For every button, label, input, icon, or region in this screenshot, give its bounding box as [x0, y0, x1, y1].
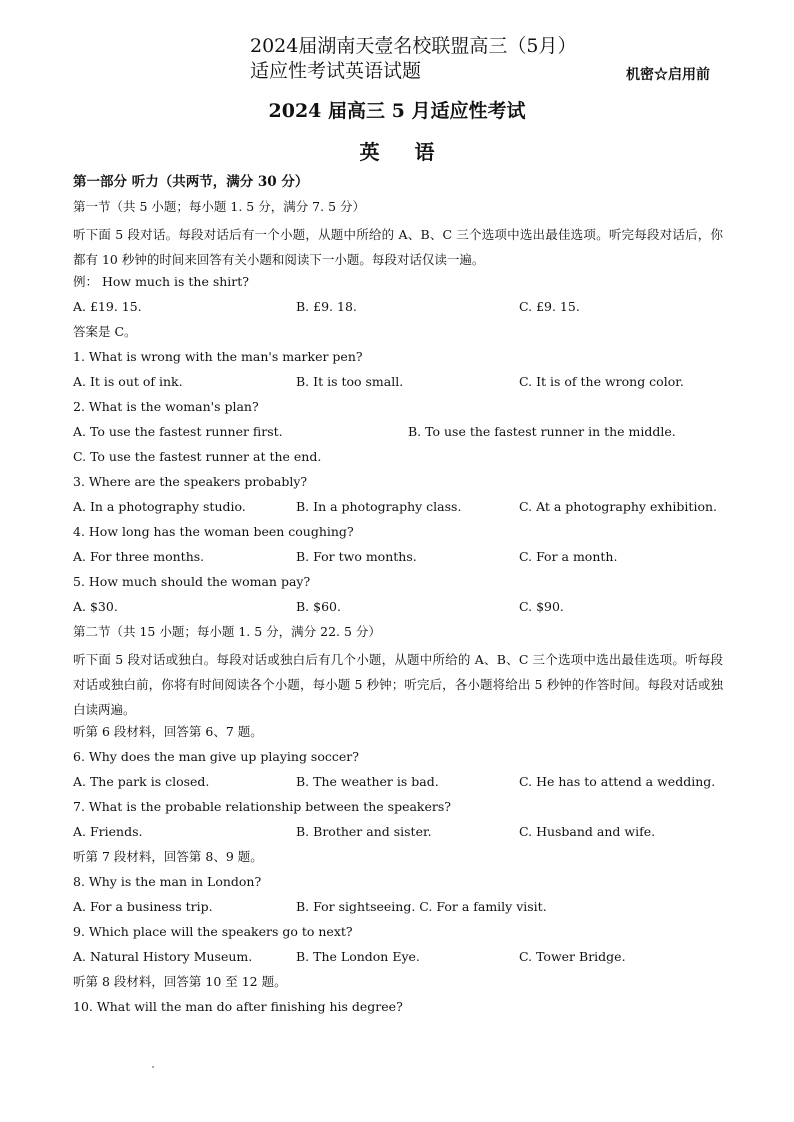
- option-a: A. To use the fastest runner first.: [73, 424, 283, 439]
- question-2-option-c: [73, 447, 723, 472]
- option-a: A. £19. 15.: [73, 299, 142, 314]
- question-4-options: [73, 547, 723, 572]
- question-5-options: [73, 597, 723, 622]
- subject-title: 英 语: [359, 140, 449, 164]
- question-6: 6. Why does the man give up playing soccer?: [73, 749, 359, 764]
- exam-title: 2024 届高三 5 月适应性考试: [268, 100, 526, 122]
- option-b: B. $60.: [296, 599, 341, 614]
- option-a: A. For a business trip.: [73, 899, 213, 914]
- option-b: B. It is too small.: [296, 374, 404, 389]
- example-answer: 答案是 C。: [73, 324, 137, 339]
- option-c: C. He has to attend a wedding.: [519, 774, 716, 789]
- material-6-heading: 听第 6 段材料，回答第 6、7 题。: [73, 724, 263, 739]
- option-a: A. For three months.: [73, 549, 205, 564]
- option-b: B. For two months.: [296, 549, 417, 564]
- section1-instructions: 听下面 5 段对话。每段对话后有一个小题，从题中所给的 A、B、C 三个选项中选出最佳选项。听完每段对话后，你都有 10 秒钟的时间来回答有关小题和阅读下一小题。每段对话仅读一遍。: [73, 227, 723, 267]
- question-7: 7. What is the probable relationship between the speakers?: [73, 799, 451, 814]
- scan-speck: [152, 1066, 154, 1068]
- option-a: A. Friends.: [73, 824, 143, 839]
- example-options: [73, 297, 723, 322]
- option-c: C. At a photography exhibition.: [519, 499, 718, 514]
- option-a: A. It is out of ink.: [73, 374, 183, 389]
- section1-heading: 第一节（共 5 小题；每小题 1. 5 分，满分 7. 5 分）: [73, 199, 365, 214]
- exam-content: [73, 172, 723, 1022]
- option-a: A. Natural History Museum.: [73, 949, 253, 964]
- question-3-options: [73, 497, 723, 522]
- option-c: C. Tower Bridge.: [519, 949, 626, 964]
- option-b: B. The London Eye.: [296, 949, 420, 964]
- question-5: 5. How much should the woman pay?: [73, 574, 311, 589]
- option-c: C. $90.: [519, 599, 564, 614]
- question-2-options-ab: [73, 422, 723, 447]
- confidential-label: 机密☆启用前: [626, 67, 710, 83]
- option-b: B. In a photography class.: [296, 499, 462, 514]
- option-b: B. To use the fastest runner in the middle.: [408, 424, 676, 439]
- option-b-c: B. For sightseeing. C. For a family visit.: [296, 899, 547, 914]
- option-a: A. The park is closed.: [73, 774, 210, 789]
- material-7-heading: 听第 7 段材料，回答第 8、9 题。: [73, 849, 263, 864]
- question-8-options: [73, 897, 723, 922]
- option-c: C. It is of the wrong color.: [519, 374, 684, 389]
- question-1-options: [73, 372, 723, 397]
- option-b: B. £9. 18.: [296, 299, 357, 314]
- option-c: C. £9. 15.: [519, 299, 580, 314]
- option-c: C. For a month.: [519, 549, 618, 564]
- question-9: 9. Which place will the speakers go to next?: [73, 924, 353, 939]
- section2-instructions: 听下面 5 段对话或独白。每段对话或独白后有几个小题，从题中所给的 A、B、C 三个选项中选出最佳选项。听每段对话或独白前，你将有时间阅读各个小题，每小题 5 秒钟；听完后，各小题将给出 5 秒钟的作答时间。每段对话或独白读两遍。: [73, 652, 723, 717]
- question-3: 3. Where are the speakers probably?: [73, 474, 308, 489]
- question-2: 2. What is the woman's plan?: [73, 399, 259, 414]
- question-1: 1. What is wrong with the man's marker pen?: [73, 349, 363, 364]
- document-title: 2024届湖南天壹名校联盟高三（5月）适应性考试英语试题: [250, 35, 577, 82]
- option-a: A. In a photography studio.: [73, 499, 246, 514]
- option-b: B. Brother and sister.: [296, 824, 432, 839]
- question-4: 4. How long has the woman been coughing?: [73, 524, 354, 539]
- question-10: 10. What will the man do after finishing his degree?: [73, 999, 403, 1014]
- option-b: B. The weather is bad.: [296, 774, 439, 789]
- question-9-options: [73, 947, 723, 972]
- question-7-options: [73, 822, 723, 847]
- part1-heading: 第一部分 听力（共两节，满分 30 分）: [73, 174, 309, 190]
- example-question: 例： How much is the shirt?: [73, 274, 249, 289]
- option-c: C. To use the fastest runner at the end.: [73, 449, 322, 464]
- question-6-options: [73, 772, 723, 797]
- question-8: 8. Why is the man in London?: [73, 874, 262, 889]
- option-a: A. $30.: [73, 599, 118, 614]
- material-8-heading: 听第 8 段材料，回答第 10 至 12 题。: [73, 974, 287, 989]
- section2-heading: 第二节（共 15 小题；每小题 1. 5 分，满分 22. 5 分）: [73, 624, 381, 639]
- option-c: C. Husband and wife.: [519, 824, 656, 839]
